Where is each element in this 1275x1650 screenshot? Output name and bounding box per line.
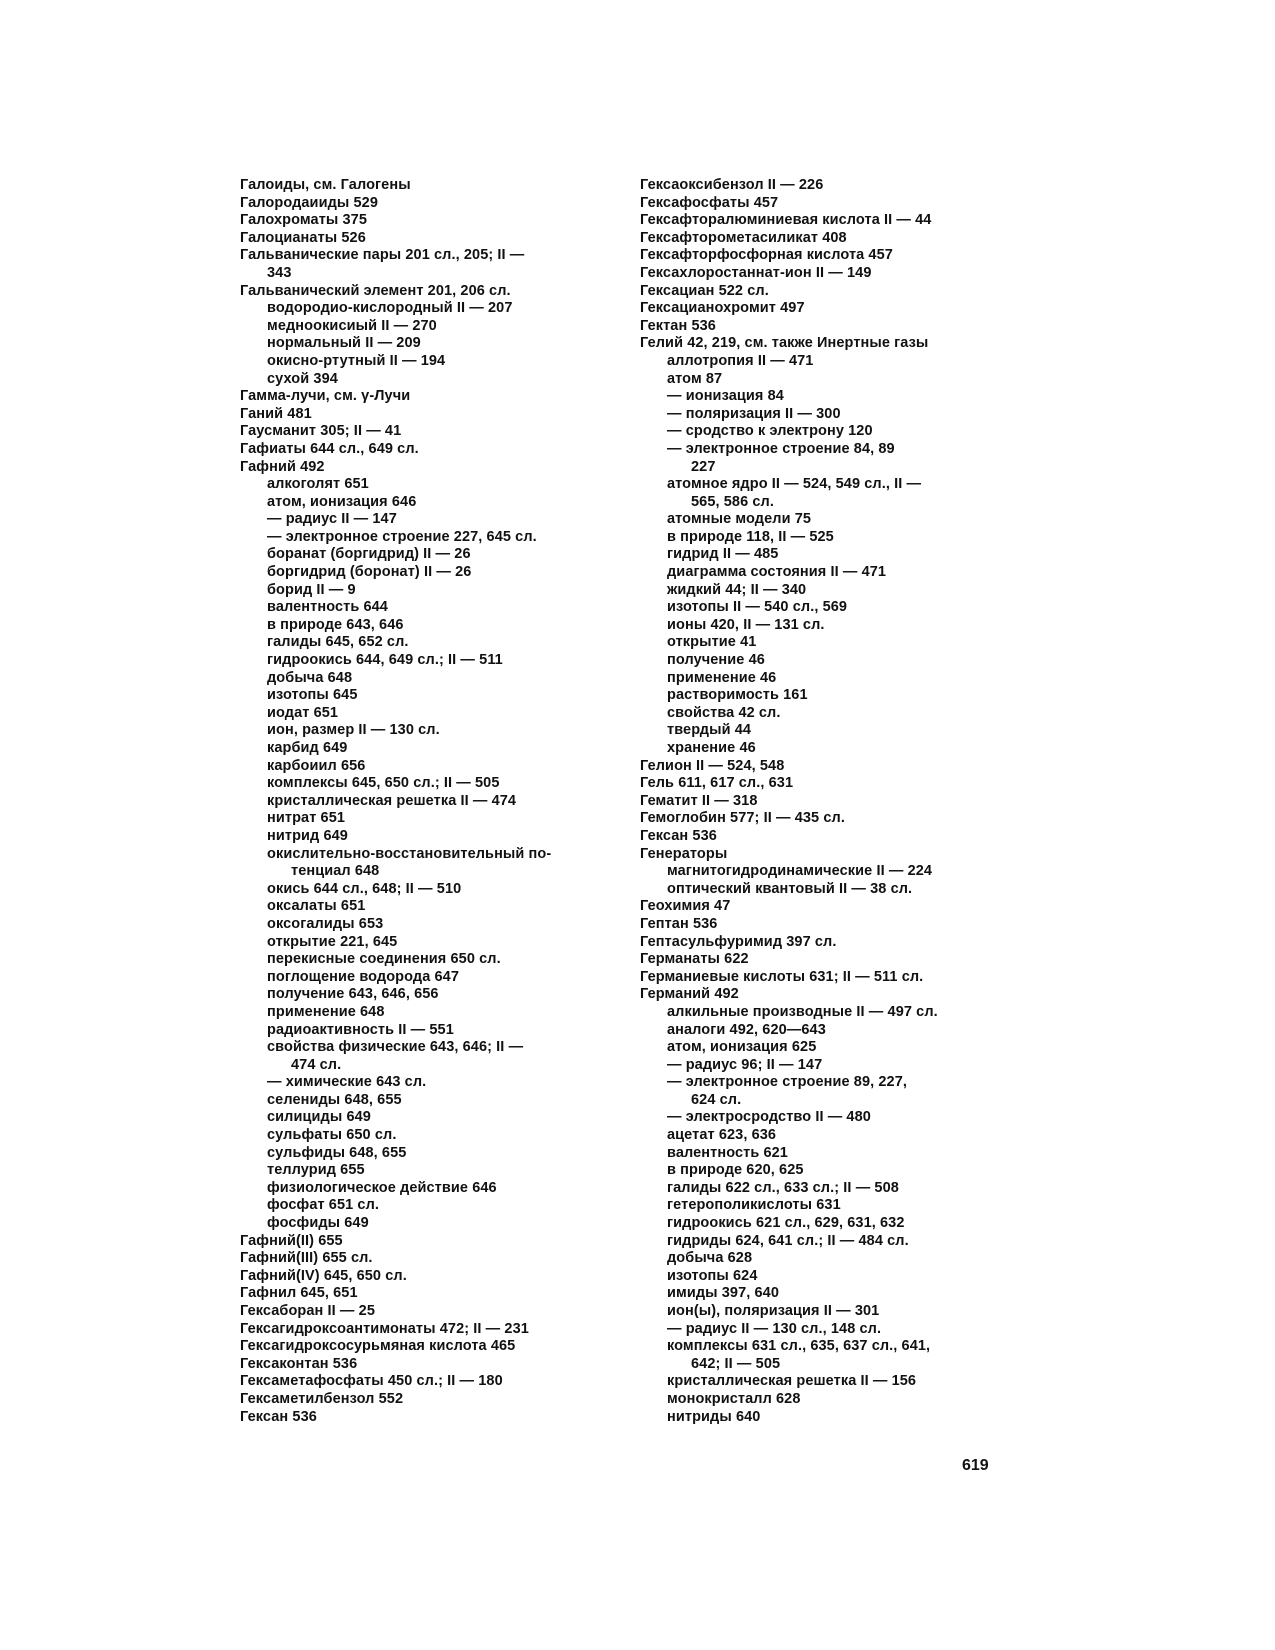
index-entry: Галохроматы 375 [240, 212, 368, 229]
index-subentry: сульфаты 650 сл. [267, 1127, 397, 1144]
index-entry: Галоцианаты 526 [240, 229, 366, 246]
index-subentry: открытие 41 [667, 634, 757, 651]
index-subentry: применение 46 [667, 669, 777, 686]
index-subentry: галиды 645, 652 сл. [267, 634, 409, 651]
index-entry-continuation: 624 сл. [691, 1091, 742, 1108]
index-subentry: в природе 643, 646 [267, 616, 404, 633]
index-entry: Геохимия 47 [640, 898, 731, 915]
index-entry: Гель 611, 617 сл., 631 [640, 775, 794, 792]
index-subentry: карбид 649 [267, 740, 348, 756]
index-subentry: имиды 397, 640 [667, 1285, 780, 1302]
index-subentry: валентность 621 [667, 1144, 788, 1161]
index-subentry: алкильные производные II — 497 сл. [667, 1003, 938, 1020]
index-entry: Гематит II — 318 [640, 792, 758, 809]
index-entry: Гальванический элемент 201, 206 сл. [240, 282, 511, 299]
index-subentry: применение 648 [267, 1003, 385, 1020]
index-entry: Гексаметафосфаты 450 сл.; II — 180 [240, 1373, 503, 1390]
index-entry: Гексафосфаты 457 [640, 194, 779, 211]
index-entry-continuation: 565, 586 сл. [691, 493, 774, 510]
index-subentry: жидкий 44; II — 340 [667, 581, 807, 598]
index-subentry: сухой 394 [267, 370, 338, 387]
index-subentry: перекисные соединения 650 сл. [267, 951, 501, 968]
index-entry-continuation: тенциал 648 [291, 863, 380, 880]
index-subentry: галиды 622 сл., 633 сл.; II — 508 [667, 1179, 899, 1196]
index-subentry: поглощение водорода 647 [267, 968, 459, 985]
index-subentry: водородио-кислородный II — 207 [267, 300, 513, 317]
index-subentry: — радиус II — 147 [267, 511, 397, 528]
index-subentry: — электронное строение 89, 227, [667, 1074, 908, 1091]
index-subentry: оптический квантовый II — 38 сл. [667, 880, 913, 897]
index-subentry: силициды 649 [267, 1109, 371, 1126]
index-entry: Германаты 622 [640, 951, 749, 968]
index-subentry: кристаллическая решетка II — 474 [267, 792, 517, 809]
index-entry: Гексаоксибензол II — 226 [640, 177, 824, 193]
index-subentry: окись 644 сл., 648; II — 510 [267, 880, 462, 897]
index-entry: Гексан 536 [640, 827, 717, 844]
index-column-left [240, 177, 600, 1426]
index-subentry: гидриды 624, 641 сл.; II — 484 сл. [667, 1232, 909, 1249]
index-entry: Гексаконтан 536 [240, 1355, 358, 1372]
index-subentry: гидроокись 644, 649 сл.; II — 511 [267, 652, 503, 669]
index-entry: Гексафторфосфорная кислота 457 [640, 247, 893, 264]
index-subentry: медноокисиый II — 270 [267, 317, 437, 334]
index-subentry: нитрат 651 [267, 810, 346, 827]
index-subentry: атомное ядро II — 524, 549 сл., II — [667, 476, 922, 493]
index-entry: Гептан 536 [640, 915, 718, 932]
index-entry: Гафиаты 644 сл., 649 сл. [240, 440, 419, 457]
page-number: 619 [962, 1457, 989, 1474]
index-subentry: свойства 42 сл. [667, 704, 781, 721]
index-subentry: изотопы II — 540 сл., 569 [667, 599, 848, 616]
index-subentry: борид II — 9 [267, 581, 356, 598]
index-subentry: нормальный II — 209 [267, 335, 421, 352]
index-subentry: теллурид 655 [267, 1162, 365, 1179]
index-subentry: получение 643, 646, 656 [267, 986, 439, 1003]
index-subentry: селениды 648, 655 [267, 1091, 402, 1108]
index-subentry: — электронное строение 227, 645 сл. [267, 528, 537, 545]
index-entry: Галоиды, см. Галогены [240, 177, 411, 193]
index-subentry: гетерополикислоты 631 [667, 1197, 841, 1214]
index-subentry: свойства физические 643, 646; II — [267, 1039, 524, 1056]
index-column-right [640, 177, 1000, 1426]
index-subentry: нитрид 649 [267, 827, 348, 844]
index-entry: Гексациан 522 сл. [640, 282, 769, 299]
index-subentry: — радиус II — 130 сл., 148 сл. [667, 1320, 882, 1337]
index-subentry: атом, ионизация 625 [667, 1039, 817, 1056]
index-subentry: ион, размер II — 130 сл. [267, 722, 440, 739]
index-entry: Гелий 42, 219, см. также Инертные газы [640, 335, 929, 352]
index-entry: Гафний(III) 655 сл. [240, 1250, 373, 1267]
index-subentry: боргидрид (боронат) II — 26 [267, 564, 472, 581]
index-subentry: атом 87 [667, 370, 723, 387]
index-subentry: ацетат 623, 636 [667, 1127, 777, 1144]
index-entry: Гафний(II) 655 [240, 1232, 343, 1249]
index-subentry: комплексы 631 сл., 635, 637 сл., 641, [667, 1338, 931, 1355]
index-subentry: изотопы 645 [267, 687, 358, 704]
index-subentry: твердый 44 [667, 722, 752, 739]
index-subentry: хранение 46 [667, 740, 756, 756]
index-entry: Гексацианохромит 497 [640, 300, 805, 317]
index-subentry: — химические 643 сл. [267, 1074, 427, 1091]
index-entry-continuation: 474 сл. [291, 1056, 342, 1073]
index-subentry: добыча 648 [267, 669, 353, 686]
index-entry: Гектан 536 [640, 317, 716, 334]
index-entry: Гелион II — 524, 548 [640, 757, 785, 774]
index-subentry: окислительно-восстановительный по- [267, 845, 552, 862]
index-subentry: — поляризация II — 300 [667, 405, 841, 422]
index-subentry: иодат 651 [267, 704, 339, 721]
index-entry: Гексагидроксоантимонаты 472; II — 231 [240, 1320, 529, 1337]
index-subentry: нитриды 640 [667, 1408, 761, 1425]
index-subentry: — ионизация 84 [667, 388, 784, 405]
index-entry: Гептасульфуримид 397 сл. [640, 933, 837, 950]
index-subentry: аналоги 492, 620—643 [667, 1021, 826, 1038]
index-entry: Гексафторалюминиевая кислота II — 44 [640, 212, 932, 229]
index-subentry: в природе 118, II — 525 [667, 528, 834, 545]
index-subentry: атомные модели 75 [667, 511, 812, 528]
index-subentry: сульфиды 648, 655 [267, 1144, 407, 1161]
index-subentry: физиологическое действие 646 [267, 1179, 497, 1196]
index-subentry: атом, ионизация 646 [267, 493, 417, 510]
index-subentry: ионы 420, II — 131 сл. [667, 616, 825, 633]
index-entry-continuation: 642; II — 505 [691, 1355, 781, 1372]
index-subentry: алкоголят 651 [267, 476, 369, 493]
index-entry: Гексагидроксосурьмяная кислота 465 [240, 1338, 516, 1355]
index-entry-continuation: 227 [691, 458, 716, 475]
index-subentry: диаграмма состояния II — 471 [667, 564, 887, 581]
index-subentry: ион(ы), поляризация II — 301 [667, 1303, 880, 1319]
index-subentry: радиоактивность II — 551 [267, 1021, 454, 1038]
index-subentry: растворимость 161 [667, 687, 808, 704]
index-subentry: аллотропия II — 471 [667, 352, 814, 369]
index-entry: Гексаборан II — 25 [240, 1303, 375, 1319]
index-subentry: — радиус 96; II — 147 [667, 1056, 823, 1073]
index-subentry: 343 [267, 264, 292, 281]
index-entry: Германиевые кислоты 631; II — 511 сл. [640, 968, 924, 985]
index-subentry: добыча 628 [667, 1250, 753, 1267]
index-entry: Гаусманит 305; II — 41 [240, 423, 402, 440]
index-subentry: фосфиды 649 [267, 1215, 369, 1232]
index-entry: Галородаииды 529 [240, 194, 378, 211]
index-entry: Ганий 481 [240, 405, 312, 422]
index-subentry: оксогалиды 653 [267, 915, 384, 932]
index-subentry: изотопы 624 [667, 1267, 758, 1284]
index-entry: Гафний(IV) 645, 650 сл. [240, 1267, 407, 1284]
index-entry: Генераторы [640, 845, 728, 862]
index-subentry: — сродство к электрону 120 [667, 423, 873, 440]
index-subentry: — электронное строение 84, 89 [667, 440, 895, 457]
index-entry: Гексан 536 [240, 1408, 317, 1425]
index-subentry: валентность 644 [267, 599, 388, 616]
index-subentry: боранат (боргидрид) II — 26 [267, 546, 471, 563]
index-entry: Гемоглобин 577; II — 435 сл. [640, 810, 845, 827]
index-entry: Гальванические пары 201 сл., 205; II — [240, 247, 525, 264]
index-subentry: магнитогидродинамические II — 224 [667, 863, 933, 880]
index-entry: Германий 492 [640, 986, 739, 1003]
index-entry: Гамма-лучи, см. γ-Лучи [240, 388, 411, 405]
index-subentry: в природе 620, 625 [667, 1162, 804, 1179]
index-subentry: карбоиил 656 [267, 757, 366, 774]
index-entry: Гексахлоростаннат-ион II — 149 [640, 264, 872, 281]
index-entry: Гексаметилбензол 552 [240, 1390, 404, 1407]
index-subentry: фосфат 651 сл. [267, 1197, 380, 1214]
index-subentry: гидрид II — 485 [667, 546, 779, 563]
index-subentry: открытие 221, 645 [267, 933, 398, 950]
index-subentry: получение 46 [667, 652, 765, 669]
index-entry: Гексафторометасиликат 408 [640, 229, 847, 246]
index-subentry: окисно-ртутный II — 194 [267, 352, 446, 369]
index-entry: Гафнил 645, 651 [240, 1285, 358, 1302]
index-subentry: кристаллическая решетка II — 156 [667, 1373, 917, 1390]
index-subentry: оксалаты 651 [267, 898, 366, 915]
index-subentry: — электросродство II — 480 [667, 1109, 871, 1126]
index-entry: Гафний 492 [240, 458, 325, 475]
index-subentry: монокристалл 628 [667, 1390, 801, 1407]
index-subentry: комплексы 645, 650 сл.; II — 505 [267, 775, 500, 792]
index-subentry: гидроокись 621 сл., 629, 631, 632 [667, 1215, 905, 1232]
